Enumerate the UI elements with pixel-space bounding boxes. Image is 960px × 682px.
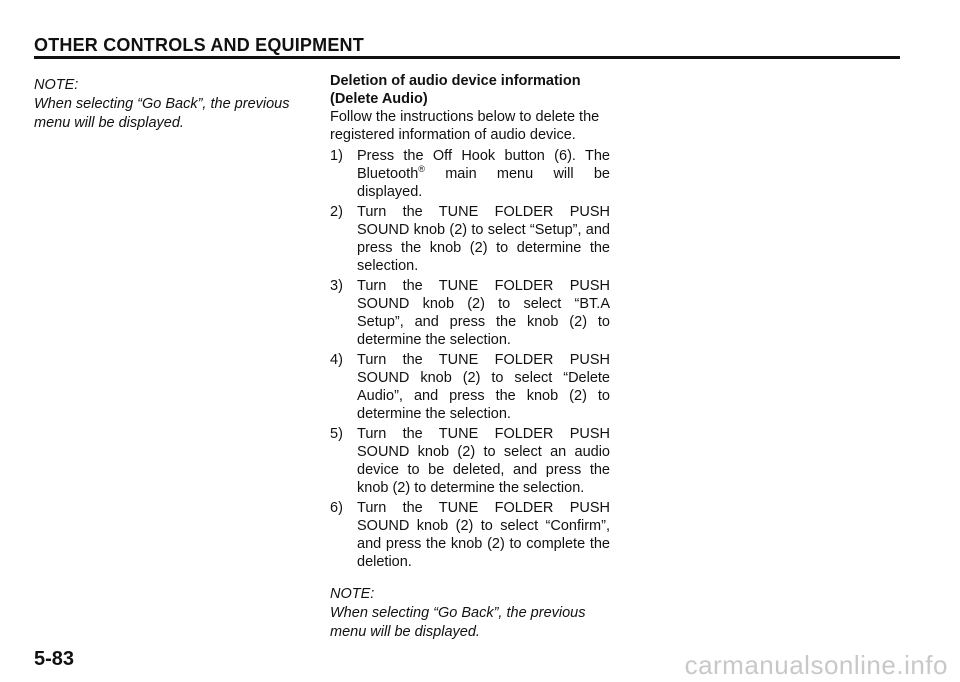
left-column xyxy=(34,76,314,133)
step-number: 5) xyxy=(330,426,343,442)
intro-text: Follow the instructions below to delete the registered information of audio device. xyxy=(330,109,600,143)
step-item xyxy=(330,147,610,201)
section-heading xyxy=(330,72,610,108)
step-text: Turn the TUNE FOLDER PUSH SOUND knob (2) to select “Confirm”, and press the knob (2) to complete the deletion. xyxy=(357,500,610,570)
step-item xyxy=(330,351,610,423)
step-item xyxy=(330,277,610,349)
step-number: 3) xyxy=(330,278,343,294)
page-title: OTHER CONTROLS AND EQUIPMENT xyxy=(34,35,364,55)
steps-list xyxy=(330,147,610,571)
right-column xyxy=(330,72,610,642)
step-item xyxy=(330,425,610,497)
right-note xyxy=(330,585,610,642)
header-rule xyxy=(34,56,900,59)
step-text: Turn the TUNE FOLDER PUSH SOUND knob (2) to select an audio device to be deleted, and press the knob (2) to determine the selection. xyxy=(357,426,610,496)
step-number: 6) xyxy=(330,500,343,516)
step-number: 4) xyxy=(330,352,343,368)
registered-mark: ® xyxy=(418,164,425,175)
left-note-label: NOTE: xyxy=(34,77,79,93)
right-note-label: NOTE: xyxy=(330,586,375,602)
right-note-text: When selecting “Go Back”, the previous menu will be displayed. xyxy=(330,605,586,640)
step-text: Turn the TUNE FOLDER PUSH SOUND knob (2) to select “BT.A Setup”, and press the knob (2) to determine the selection. xyxy=(357,278,610,348)
watermark: carmanualsonline.info xyxy=(684,650,948,680)
step-number: 2) xyxy=(330,204,343,220)
step-text: Turn the TUNE FOLDER PUSH SOUND knob (2) to select “Delete Audio”, and press the knob (2) to determine the selection. xyxy=(357,352,610,422)
step-text: Press the Off Hook button (6). The Bluetooth® main menu will be displayed. xyxy=(357,148,610,200)
step-item xyxy=(330,203,610,275)
section-heading-line1: Deletion of audio device information xyxy=(330,73,581,89)
section-heading-line2: (Delete Audio) xyxy=(330,91,428,107)
step-number: 1) xyxy=(330,148,343,164)
left-note-text: When selecting “Go Back”, the previous menu will be displayed. xyxy=(34,96,290,131)
page-number: 5-83 xyxy=(34,648,75,670)
step-text: Turn the TUNE FOLDER PUSH SOUND knob (2) to select “Setup”, and press the knob (2) to determine the selection. xyxy=(357,204,610,274)
step-item xyxy=(330,499,610,571)
